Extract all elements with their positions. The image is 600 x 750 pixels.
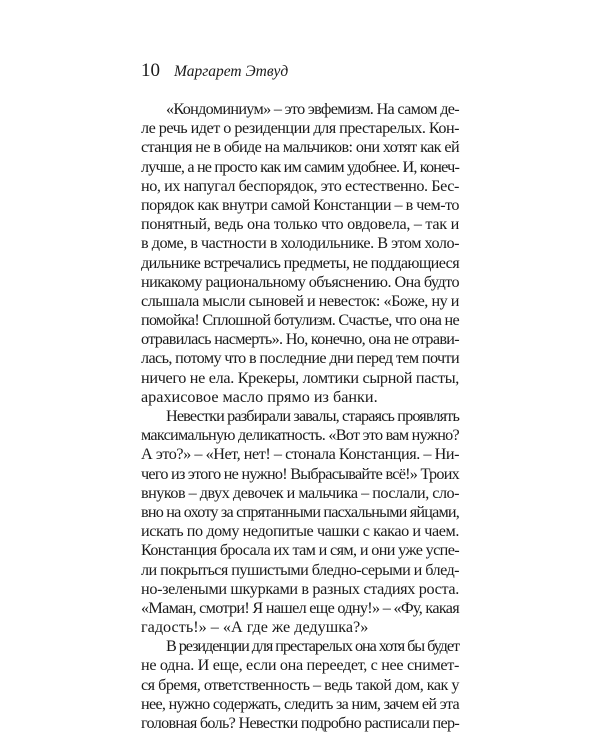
body-text [141,100,459,733]
text-line: станция не в обиде на мальчиков: они хотят как ей [141,138,459,157]
paragraph [141,100,459,407]
text-line: ли покрыться пушистыми бледно-серыми и блед- [141,560,459,579]
text-line: В резиденции для престарелых она хотя бы будет [166,637,459,656]
text-line: но, их напугал беспорядок, это естественно. Бес- [141,176,459,195]
text-line: но-зелеными шкурками в разных стадиях роста. [141,579,459,598]
running-head-author: Маргарет Этвуд [174,63,289,80]
text-line: никакому рациональному объяснению. Она будто [141,272,460,291]
text-line: внуков – двух девочек и мальчика – послали, сло- [141,483,459,502]
text-line: вно на охоту за спрятанными пасхальными яйцами, [141,502,459,521]
text-line: помойка! Сплошной ботулизм. Счастье, что она не [141,311,459,330]
text-line: головная боль? Невестки подробно расписали пер- [141,714,460,732]
page-number: 10 [141,60,160,81]
text-line: искать по дому недопитые чашки с какао и чаем. [141,522,459,541]
text-line: в доме, в частности в холодильнике. В этом холо- [141,234,459,253]
text-line: понятный, ведь она только что овдовела, – так и [141,215,459,234]
text-line: ле речь идет о резиденции для престарелых. Кон- [141,119,459,138]
text-line: арахисовое масло прямо из банки. [141,387,378,406]
page-header [141,60,288,86]
text-line: отравилась насмерть». Но, конечно, она не отрави- [141,330,459,349]
text-line: Констанция бросала их там и сям, и они уже успе- [141,541,459,560]
text-line: ничего не ела. Крекеры, ломтики сырной пасты, [141,368,460,387]
text-line: А это?» – «Нет, нет! – стонала Констанция. – Ни- [141,445,460,464]
paragraph [141,637,459,733]
text-line: нее, нужно содержать, следить за ним, зачем ей эта [141,694,460,713]
text-line: лучше, а не просто как им самим удобнее. И, конеч- [141,157,460,176]
paragraph [141,407,459,637]
text-line: гадость!» – «А где же дедушка?» [141,618,369,637]
text-line: ся бремя, ответственность – ведь такой дом, как у [141,675,459,694]
text-line: чего из этого не нужно! Выбрасывайте всё!» Троих [141,464,459,483]
text-line: порядок как внутри самой Констанции – в чем-то [141,195,459,214]
text-line: «Маман, смотри! Я нашел еще одну!» – «Фу, какая [141,598,459,617]
text-line: максимальную деликатность. «Вот это вам нужно? [141,426,459,445]
text-line: слышала мысли сыновей и невесток: «Боже, ну и [141,291,459,310]
text-line: не одна. И еще, если она переедет, с нее снимет- [141,656,459,675]
text-line: Невестки разбирали завалы, стараясь проявлять [166,407,460,425]
text-line: «Кондоминиум» – это эвфемизм. На самом де- [166,100,460,118]
text-line: лась, потому что в последние дни перед тем почти [141,349,459,368]
text-line: дильнике встречались предметы, не поддающиеся [141,253,459,272]
